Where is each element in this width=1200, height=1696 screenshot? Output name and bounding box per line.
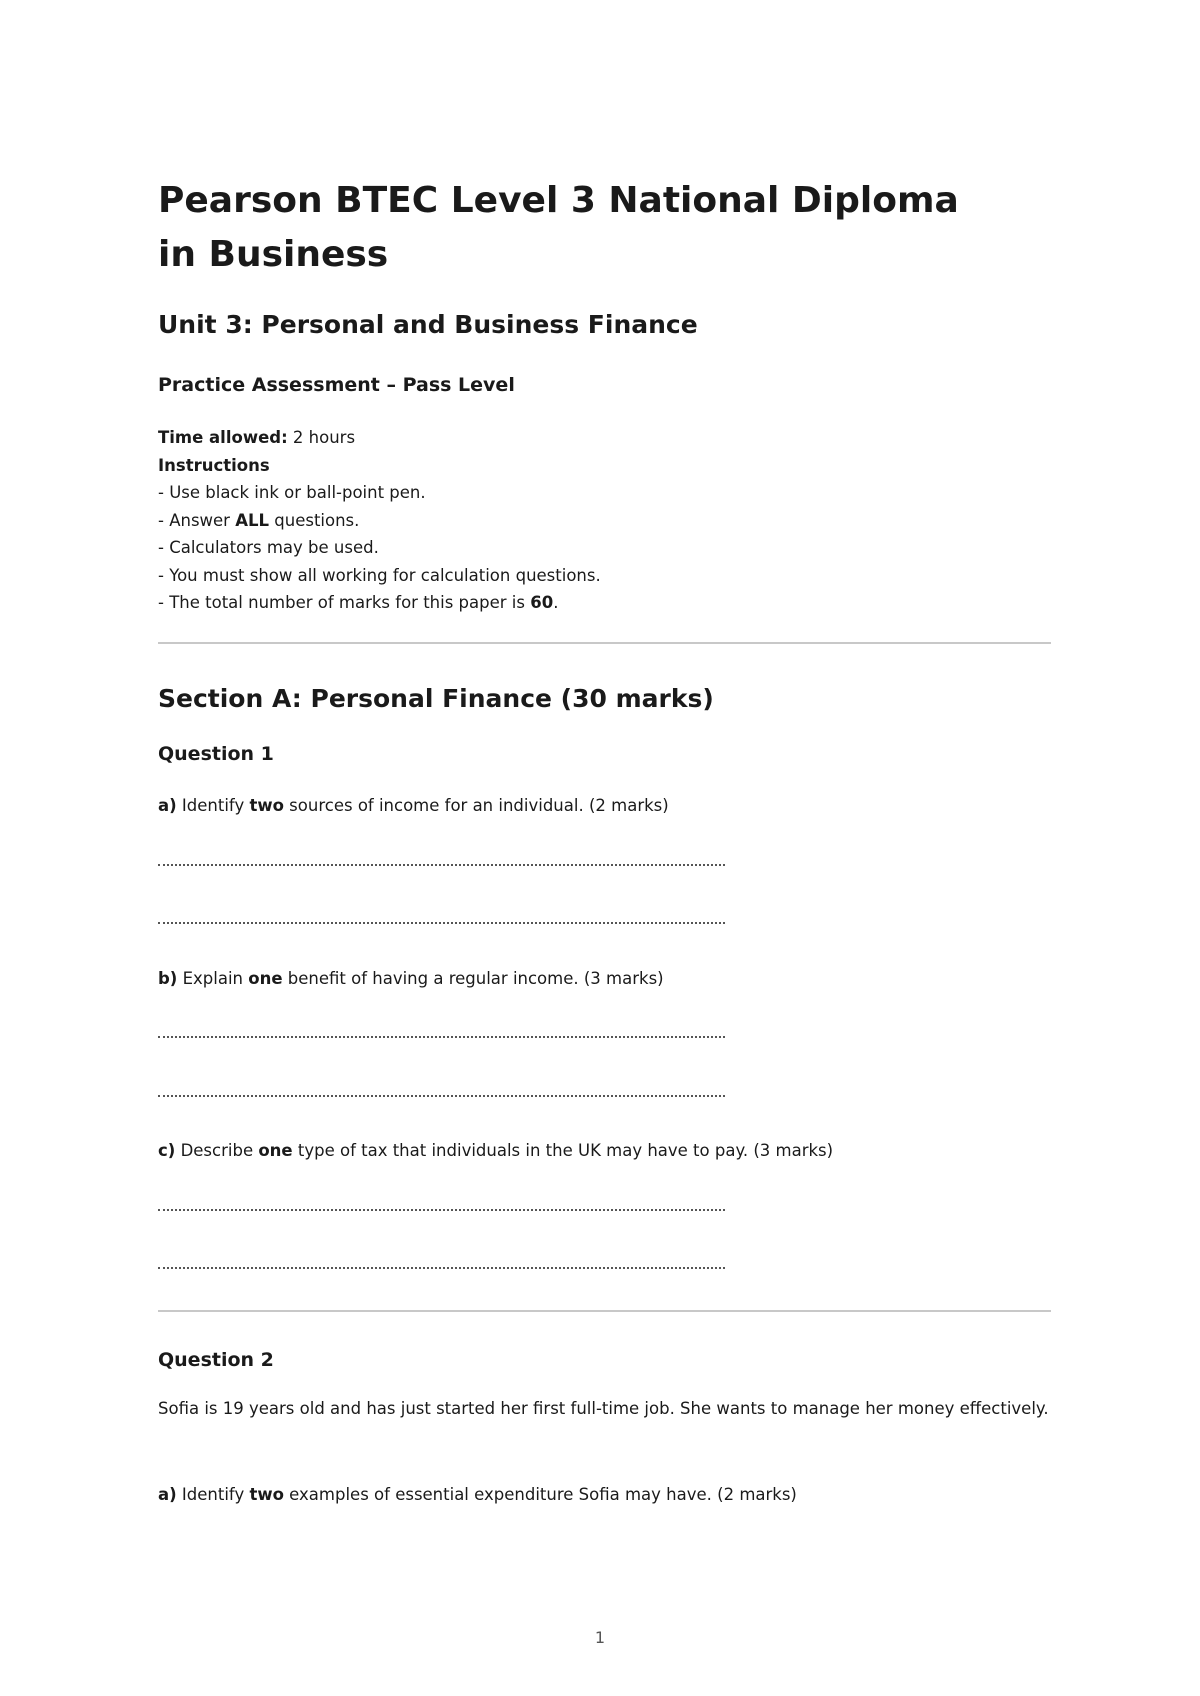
answer-line[interactable] bbox=[158, 1209, 725, 1211]
page-number: 1 bbox=[594, 1628, 606, 1647]
question-2-scenario: Sofia is 19 years old and has just started her first full-time job. She wants to manage her money effectively. bbox=[158, 1399, 1049, 1418]
assessment-title: Practice Assessment – Pass Level bbox=[158, 374, 515, 396]
question-1-title: Question 1 bbox=[158, 743, 274, 765]
question-2a: a) Identify two examples of essential expenditure Sofia may have. (2 marks) bbox=[158, 1485, 797, 1504]
instruction-item: - Answer ALL questions. bbox=[158, 510, 360, 530]
instruction-item: - You must show all working for calculation questions. bbox=[158, 565, 601, 585]
unit-title: Unit 3: Personal and Business Finance bbox=[158, 310, 698, 339]
time-allowed bbox=[158, 424, 601, 452]
instruction-item: - The total number of marks for this paper is 60. bbox=[158, 593, 559, 612]
section-a-title: Section A: Personal Finance (30 marks) bbox=[158, 684, 714, 713]
question-1a: a) Identify two sources of income for an individual. (2 marks) bbox=[158, 796, 669, 815]
question-2-title: Question 2 bbox=[158, 1349, 274, 1371]
answer-line[interactable] bbox=[158, 864, 725, 866]
instruction-item: - Use black ink or ball-point pen. bbox=[158, 483, 426, 502]
question-1b: b) Explain one benefit of having a regular income. (3 marks) bbox=[158, 969, 664, 988]
time-allowed-label: Time allowed: bbox=[158, 428, 288, 447]
instructions-heading: Instructions bbox=[158, 455, 270, 475]
section-divider bbox=[158, 642, 1051, 644]
instruction-item: - Calculators may be used. bbox=[158, 538, 379, 557]
exam-instructions bbox=[158, 424, 601, 617]
answer-line[interactable] bbox=[158, 1095, 725, 1097]
answer-line[interactable] bbox=[158, 1267, 725, 1269]
answer-line[interactable] bbox=[158, 1036, 725, 1038]
time-allowed-value: 2 hours bbox=[292, 428, 356, 447]
question-1c: c) Describe one type of tax that individuals in the UK may have to pay. (3 marks) bbox=[158, 1141, 834, 1160]
document-title: Pearson BTEC Level 3 National Diploma in Business bbox=[158, 180, 959, 275]
answer-line[interactable] bbox=[158, 922, 725, 924]
question-divider bbox=[158, 1310, 1051, 1312]
